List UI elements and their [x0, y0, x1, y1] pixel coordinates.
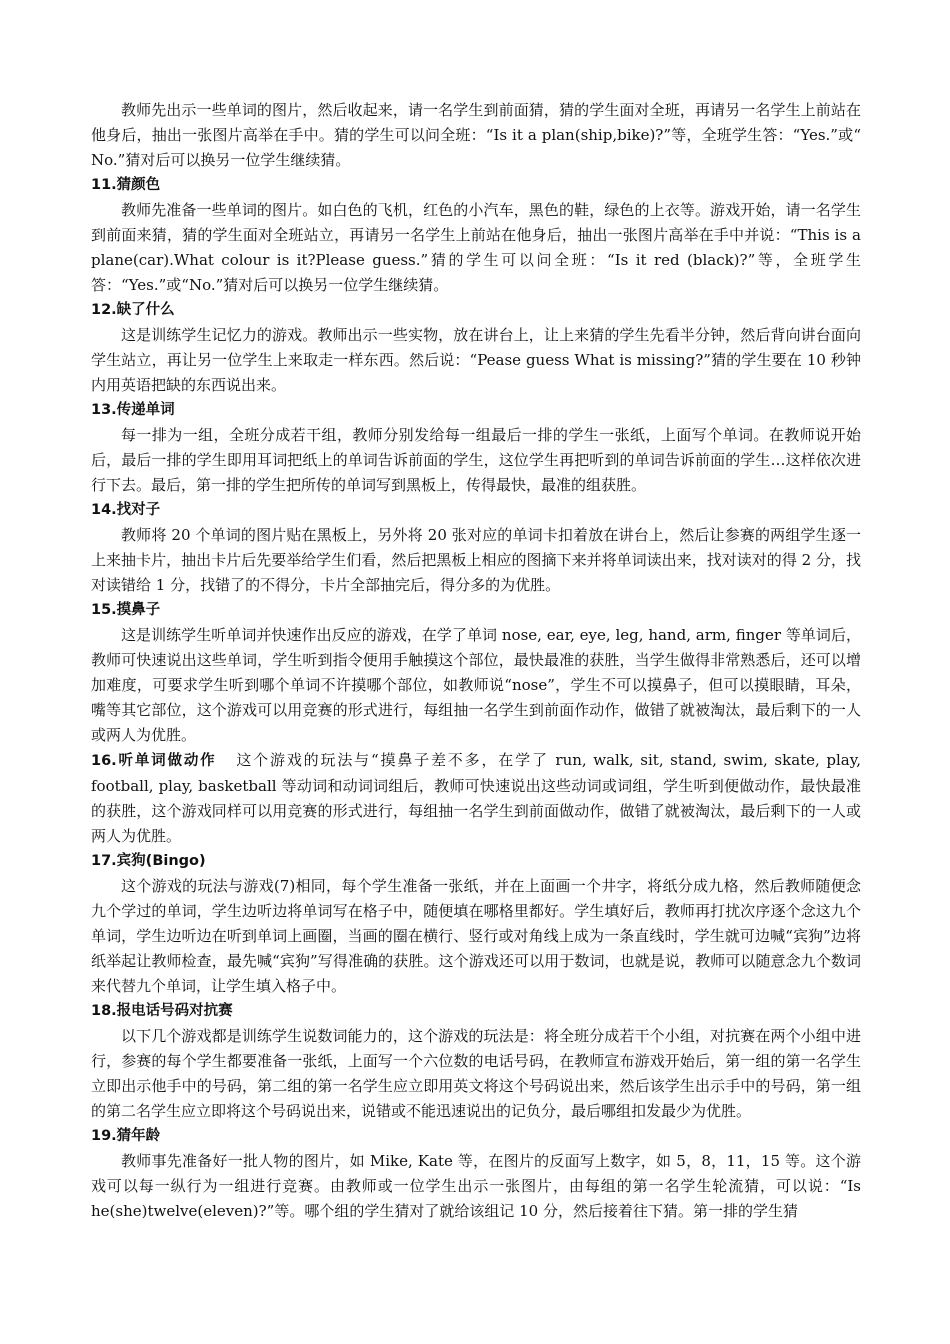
section-11-body: 教师先准备一些单词的图片。如白色的飞机，红色的小汽车，黑色的鞋，绿色的上衣等。游戏开始，请一名学生到前面来猜，猜的学生面对全班站立，再请另一名学生上前站在他身后，抽出一张图片高举在手中并说：“This is a plane(car).What colour is it?Please guess.”猜的学生可以问全班：“Is it red (black)?”等，全班学生答：“Yes.”或“No.”猜对后可以换另一位学生继续猜。: [91, 201, 861, 294]
section-16-heading: 16.听单词做动作: [91, 753, 217, 769]
section-11-heading: 11.猜颜色: [91, 177, 161, 193]
section-15-heading: 15.摸鼻子: [91, 602, 161, 618]
section-12-heading: 12.缺了什么: [91, 302, 175, 318]
document-page: [91, 98, 861, 1224]
section-16-body: 这个游戏的玩法与“摸鼻子差不多，在学了 run, walk, sit, stand, swim, skate, play, football, play, basketball 等动词和动词词组后，教师可快速说出这些动词或词组，学生听到便做动作，最快最准的获胜，这个游戏同样可以用竞赛的形式进行，每组抽一名学生到前面做动作，做错了就被淘汰，最后剩下的一人或两人为优胜。: [91, 751, 862, 845]
section-14-heading: 14.找对子: [91, 502, 161, 518]
section-13-heading: 13.传递单词: [91, 402, 175, 418]
section-19-body: 教师事先准备好一批人物的图片，如 Mike, Kate 等，在图片的反面写上数字，如 5，8，11，15 等。这个游戏可以每一纵行为一组进行竞赛。由教师或一位学生出示一张图片，由每组的第一名学生轮流猜，可以说：“Is he(she)twelve(eleven)?”等。哪个组的学生猜对了就给该组记 10 分，然后接着往下猜。第一排的学生猜: [91, 1152, 861, 1220]
section-19-heading: 19.猜年龄: [91, 1128, 161, 1144]
section-16-paragraph: [91, 748, 861, 849]
section-14-body: 教师将 20 个单词的图片贴在黑板上，另外将 20 张对应的单词卡扣着放在讲台上，然后让参赛的两组学生逐一上来抽卡片，抽出卡片后先要举给学生们看，然后把黑板上相应的图摘下来并将单词读出来，找对读对的得 2 分，找对读错给 1 分，找错了的不得分，卡片全部抽完后，得分多的为优胜。: [91, 526, 861, 594]
section-18-body: 以下几个游戏都是训练学生说数词能力的，这个游戏的玩法是：将全班分成若干个小组，对抗赛在两个小组中进行，参赛的每个学生都要准备一张纸，上面写一个六位数的电话号码，在教师宣布游戏开始后，第一组的第一名学生立即出示他手中的号码，第二组的第一名学生应立即用英文将这个号码说出来，然后该学生出示手中的号码，第一组的第二名学生应立即将这个号码说出来，说错或不能迅速说出的记负分，最后哪组扣发最少为优胜。: [91, 1027, 861, 1120]
section-17-heading: 17.宾狗(Bingo): [91, 853, 206, 869]
section-17-body: 这个游戏的玩法与游戏(7)相同，每个学生准备一张纸，并在上面画一个井字，将纸分成九格，然后教师随便念九个学过的单词，学生边听边将单词写在格子中，随便填在哪格里都好。学生填好后，教师再打扰次序逐个念这九个单词，学生边听边在听到单词上画圈，当画的圈在横行、竖行或对角线上成为一条直线时，学生就可边喊“宾狗”边将纸举起让教师检查，最先喊“宾狗”写得准确的获胜。这个游戏还可以用于数词，也就是说，教师可以随意念九个数词来代替九个单词，让学生填入格子中。: [91, 877, 861, 995]
section-18-heading: 18.报电话号码对抗赛: [91, 1003, 233, 1019]
section-15-body: 这是训练学生听单词并快速作出反应的游戏，在学了单词 nose, ear, eye, leg, hand, arm, finger 等单词后，教师可快速说出这些单词，学生听到指令便用手触摸这个部位，最快最准的获胜，当学生做得非常熟悉后，还可以增加难度，可要求学生听到哪个单词不许摸哪个部位，如教师说“nose”，学生不可以摸鼻子，但可以摸眼睛，耳朵，嘴等其它部位，这个游戏可以用竞赛的形式进行，每组抽一名学生到前面作动作，做错了就被淘汰，最后剩下的一人或两人为优胜。: [91, 626, 861, 744]
intro-paragraph: 教师先出示一些单词的图片，然后收起来，请一名学生到前面猜，猜的学生面对全班，再请另一名学生上前站在他身后，抽出一张图片高举在手中。猜的学生可以问全班：“Is it a plan(ship,bike)?”等，全班学生答：“Yes.”或“ No.”猜对后可以换另一位学生继续猜。: [91, 101, 861, 169]
section-13-body: 每一排为一组，全班分成若干组，教师分别发给每一组最后一排的学生一张纸，上面写个单词。在教师说开始后，最后一排的学生即用耳词把纸上的单词告诉前面的学生，这位学生再把听到的单词告诉前面的学生…这样依次进行下去。最后，第一排的学生把所传的单词写到黑板上，传得最快，最准的组获胜。: [91, 426, 861, 494]
section-12-body: 这是训练学生记忆力的游戏。教师出示一些实物，放在讲台上，让上来猜的学生先看半分钟，然后背向讲台面向学生站立，再让另一位学生上来取走一样东西。然后说：“Pease guess What is missing?”猜的学生要在 10 秒钟内用英语把缺的东西说出来。: [91, 326, 861, 394]
